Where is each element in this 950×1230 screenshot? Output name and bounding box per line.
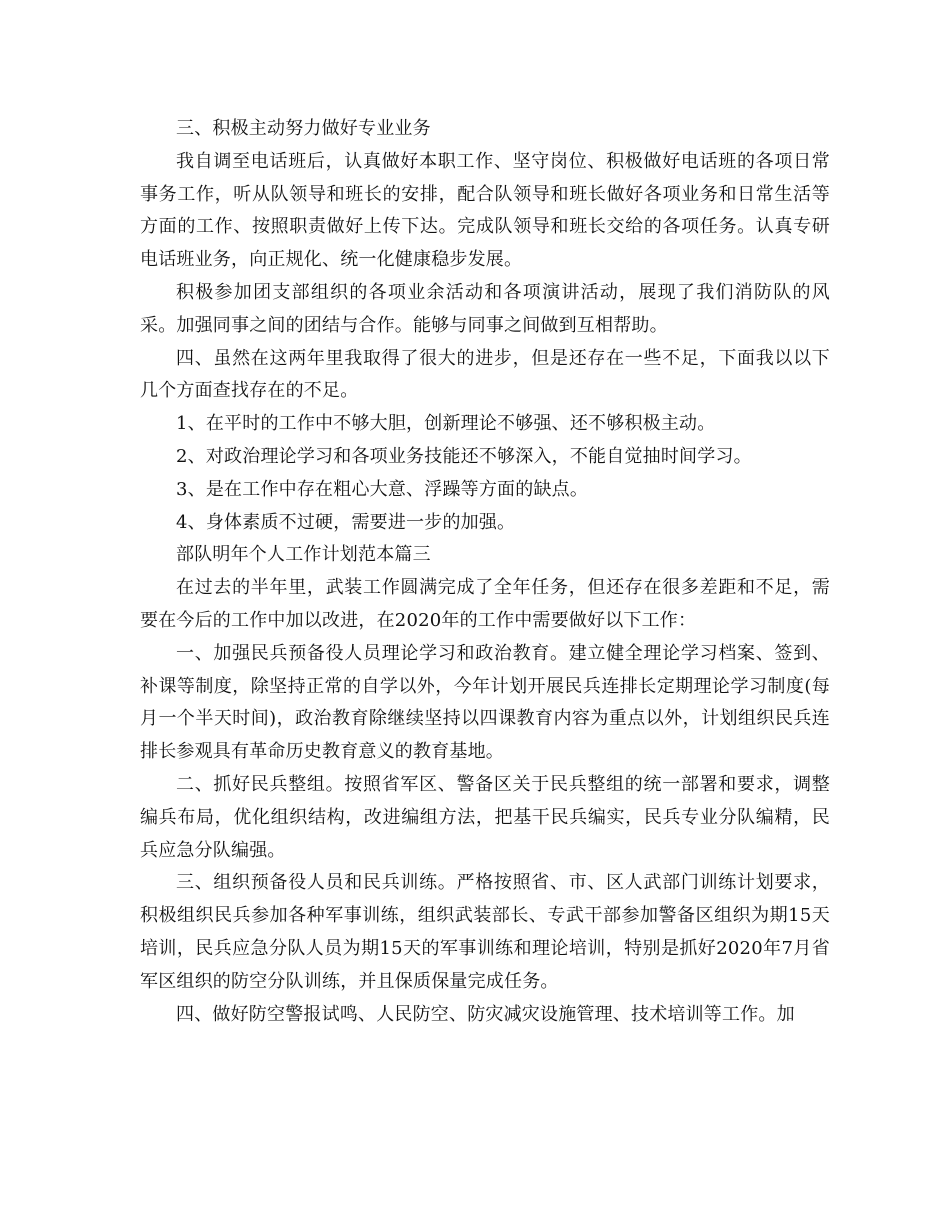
paragraph-training: 三、组织预备役人员和民兵训练。严格按照省、市、区人武部门训练计划要求，积极组织民兵参加各种军事训练，组织武装部长、专武干部参加警备区组织为期15天培训，民兵应急分队人员为期15天的军事训练和理论培训，特别是抓好2020年7月省军区组织的防空分队训练，并且保质保量完成任务。 [140,872,830,992]
document-body [140,113,830,1031]
list-item-shortcoming-3: 3、是在工作中存在粗心大意、浮躁等方面的缺点。 [176,478,589,500]
paragraph-air-defense: 四、做好防空警报试鸣、人民防空、防灾减灾设施管理、技术培训等工作。加 [176,1003,795,1025]
paragraph-militia-organization: 二、抓好民兵整组。按照省军区、警备区关于民兵整组的统一部署和要求，调整编兵布局，优化组织结构，改进编组方法，把基干民兵编实，民兵专业分队编精，民兵应急分队编强。 [140,773,830,861]
section-heading-professional-work: 三、积极主动努力做好专业业务 [176,118,431,139]
list-item-shortcoming-2: 2、对政治理论学习和各项业务技能还不够深入，不能自觉抽时间学习。 [176,445,752,467]
paragraph-activities: 积极参加团支部组织的各项业余活动和各项演讲活动，展现了我们消防队的风采。加强同事之间的团结与合作。能够与同事之间做到互相帮助。 [140,281,830,336]
paragraph-theory-study: 一、加强民兵预备役人员理论学习和政治教育。建立健全理论学习档案、签到、补课等制度，除坚持正常的自学以外，今年计划开展民兵连排长定期理论学习制度(每月一个半天时间)，政治教育除继续坚持以四课教育内容为重点以外，计划组织民兵连排长参观具有革命历史教育意义的教育基地。 [140,642,830,763]
section-heading-shortcomings: 四、虽然在这两年里我取得了很大的进步，但是还存在一些不足，下面我以以下几个方面查找存在的不足。 [140,347,830,402]
paragraph-intro-2020: 在过去的半年里，武装工作圆满完成了全年任务，但还存在很多差距和不足，需要在今后的工作中加以改进，在2020年的工作中需要做好以下工作： [140,577,830,631]
paragraph-telephone-duties: 我自调至电话班后，认真做好本职工作、坚守岗位、积极做好电话班的各项日常事务工作，听从队领导和班长的安排，配合队领导和班长做好各项业务和日常生活等方面的工作、按照职责做好上传下达。完成队领导和班长交给的各项任务。认真专研电话班业务，向正规化、统一化健康稳步发展。 [140,150,830,271]
list-item-shortcoming-1: 1、在平时的工作中不够大胆，创新理论不够强、还不够积极主动。 [176,413,716,435]
article-title-part-three: 部队明年个人工作计划范本篇三 [176,544,431,566]
list-item-shortcoming-4: 4、身体素质不过硬，需要进一步的加强。 [176,511,516,533]
